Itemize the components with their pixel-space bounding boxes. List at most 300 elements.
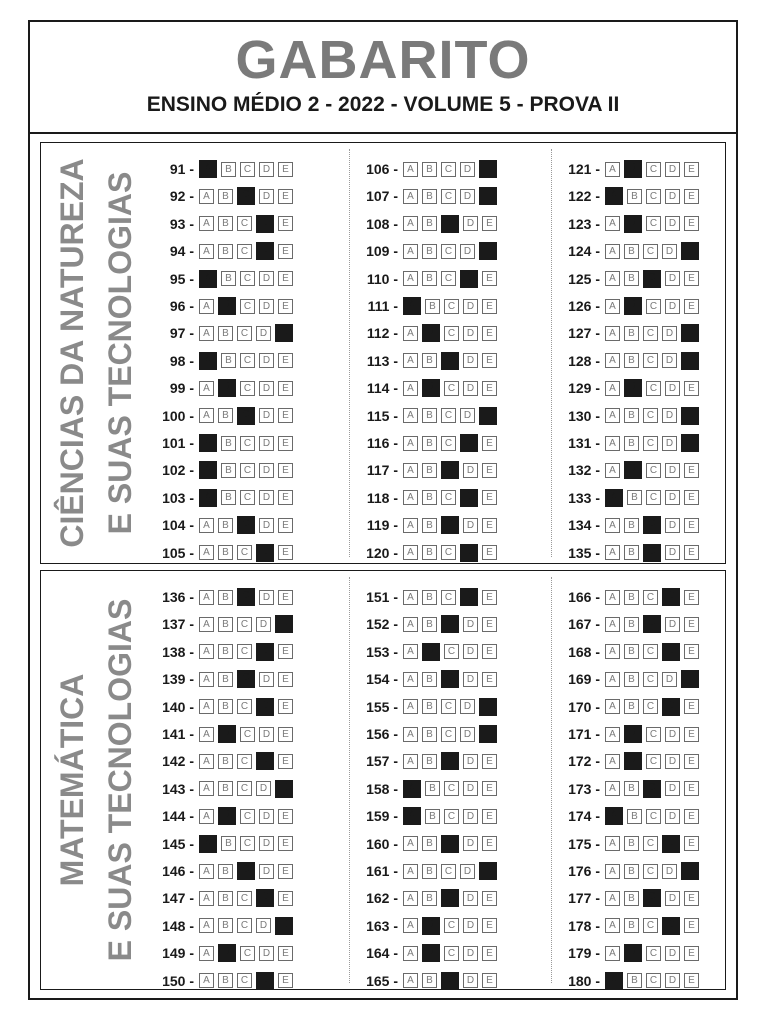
answer-option-box: A (605, 545, 620, 560)
question-number: 133 - (568, 489, 600, 506)
question-number: 121 - (568, 161, 600, 177)
answer-option-box: B (422, 699, 437, 714)
question-row (143, 779, 297, 799)
marked-answer-box: C (237, 670, 255, 688)
answer-option-box: E (278, 189, 293, 204)
question-row (143, 916, 297, 936)
marked-answer-box: C (441, 752, 459, 770)
question-row (143, 186, 297, 206)
answer-option-box: E (482, 644, 497, 659)
question-number: 175 - (568, 835, 600, 852)
answer-option-box: B (218, 891, 233, 906)
question-row (549, 587, 703, 607)
answer-option-box: A (199, 644, 214, 659)
answer-option-box: B (422, 754, 437, 769)
marked-answer-box: D (256, 643, 274, 661)
answer-option-box: E (684, 271, 699, 286)
answer-option-box: E (278, 299, 293, 314)
answer-option-box: C (237, 754, 252, 769)
answer-option-box: A (403, 864, 418, 879)
question-row (143, 587, 297, 607)
answer-option-box: E (482, 326, 497, 341)
answer-option-box: E (278, 463, 293, 478)
marked-answer-box: E (479, 160, 497, 178)
answer-option-box: B (624, 408, 639, 423)
question-row (143, 214, 297, 234)
question-row (347, 751, 501, 771)
marked-answer-box: C (441, 516, 459, 534)
answer-option-box: E (482, 754, 497, 769)
question-row (143, 543, 297, 563)
answer-option-box: C (643, 644, 658, 659)
answer-option-box: E (482, 836, 497, 851)
question-row (143, 269, 297, 289)
answer-option-box: A (199, 518, 214, 533)
answer-option-box: B (221, 436, 236, 451)
question-row (549, 834, 703, 854)
marked-answer-box: B (218, 725, 236, 743)
marked-answer-box: D (662, 698, 680, 716)
answer-option-box: A (605, 408, 620, 423)
question-row (347, 614, 501, 634)
question-row (143, 433, 297, 453)
answer-option-box: A (403, 644, 418, 659)
answer-option-box: B (218, 408, 233, 423)
question-number: 130 - (568, 407, 600, 424)
answer-option-box: D (259, 189, 274, 204)
answer-option-box: B (422, 271, 437, 286)
answer-option-box: E (482, 463, 497, 478)
question-number: 174 - (568, 808, 600, 825)
answer-option-box: E (278, 381, 293, 396)
answer-option-box: E (278, 699, 293, 714)
answer-option-box: E (278, 244, 293, 259)
answer-option-box: C (643, 864, 658, 879)
answer-option-box: E (684, 299, 699, 314)
answer-option-box: A (605, 836, 620, 851)
question-row (347, 916, 501, 936)
answer-option-box: C (237, 545, 252, 560)
answer-option-box: A (605, 699, 620, 714)
answer-option-box: B (218, 545, 233, 560)
question-number: 97 - (169, 325, 194, 342)
question-row (549, 642, 703, 662)
question-number: 153 - (366, 643, 398, 660)
question-number: 122 - (568, 188, 600, 205)
question-row (347, 488, 501, 508)
marked-answer-box: E (681, 352, 699, 370)
answer-option-box: E (278, 590, 293, 605)
question-row (549, 943, 703, 963)
answer-option-box: A (403, 973, 418, 988)
marked-answer-box: B (624, 160, 642, 178)
answer-option-box: C (646, 490, 661, 505)
marked-answer-box: B (624, 215, 642, 233)
question-number: 135 - (568, 544, 600, 561)
marked-answer-box: B (218, 379, 236, 397)
answer-option-box: E (684, 590, 699, 605)
question-number: 151 - (366, 589, 398, 605)
answer-option-box: B (218, 326, 233, 341)
answer-option-box: B (218, 617, 233, 632)
answer-option-box: A (199, 918, 214, 933)
question-row (549, 159, 703, 179)
answer-option-box: C (444, 381, 459, 396)
answer-option-box: B (218, 216, 233, 231)
marked-answer-box: D (460, 489, 478, 507)
answer-option-box: D (460, 244, 475, 259)
question-number: 167 - (568, 616, 600, 633)
question-row (143, 751, 297, 771)
question-row (347, 460, 501, 480)
answer-option-box: E (482, 918, 497, 933)
answer-option-box: D (463, 299, 478, 314)
question-number: 103 - (162, 489, 194, 506)
answer-option-box: B (624, 891, 639, 906)
answer-option-box: A (605, 727, 620, 742)
question-row (347, 587, 501, 607)
question-number: 163 - (366, 917, 398, 934)
answer-option-box: C (237, 326, 252, 341)
question-number: 129 - (568, 380, 600, 397)
answer-option-box: B (627, 809, 642, 824)
question-row (549, 269, 703, 289)
answer-option-box: E (482, 271, 497, 286)
answer-option-box: E (684, 644, 699, 659)
marked-answer-box: E (275, 615, 293, 633)
question-row (143, 861, 297, 881)
answer-option-box: B (624, 918, 639, 933)
marked-answer-box: A (403, 780, 421, 798)
question-row (549, 406, 703, 426)
question-row (347, 296, 501, 316)
answer-option-box: C (444, 644, 459, 659)
section-label-line1: MATEMÁTICA (54, 673, 90, 887)
question-number: 165 - (366, 972, 398, 989)
question-row (549, 488, 703, 508)
answer-option-box: D (463, 353, 478, 368)
answer-option-box: C (646, 973, 661, 988)
marked-answer-box: C (441, 835, 459, 853)
answer-option-box: C (441, 590, 456, 605)
answer-option-box: B (218, 672, 233, 687)
marked-answer-box: C (643, 516, 661, 534)
question-row (143, 323, 297, 343)
question-number: 180 - (568, 972, 600, 989)
question-number: 127 - (568, 325, 600, 342)
answer-option-box: B (221, 463, 236, 478)
answer-option-box: E (278, 408, 293, 423)
answer-option-box: B (425, 809, 440, 824)
answer-option-box: B (624, 672, 639, 687)
marked-answer-box: E (275, 780, 293, 798)
answer-option-box: D (665, 518, 680, 533)
answer-option-box: A (605, 644, 620, 659)
answer-option-box: C (240, 727, 255, 742)
answer-option-box: B (624, 644, 639, 659)
answer-option-box: A (199, 216, 214, 231)
answer-option-box: D (463, 617, 478, 632)
answer-option-box: E (278, 490, 293, 505)
answer-option-box: A (199, 754, 214, 769)
section-label-line2: E SUAS TECNOLOGIAS (102, 171, 138, 535)
answer-option-box: C (237, 781, 252, 796)
question-number: 120 - (366, 544, 398, 561)
answer-option-box: D (665, 189, 680, 204)
answer-option-box: C (643, 836, 658, 851)
question-row (143, 515, 297, 535)
answer-option-box: C (240, 809, 255, 824)
answer-option-box: C (646, 381, 661, 396)
marked-answer-box: B (422, 917, 440, 935)
marked-answer-box: A (403, 297, 421, 315)
answer-option-box: D (463, 781, 478, 796)
answer-option-box: A (605, 244, 620, 259)
answer-option-box: D (662, 672, 677, 687)
answer-option-box: A (605, 271, 620, 286)
marked-answer-box: C (237, 516, 255, 534)
question-row (549, 543, 703, 563)
answer-option-box: A (605, 590, 620, 605)
marked-answer-box: D (662, 588, 680, 606)
answer-option-box: C (237, 699, 252, 714)
answer-option-box: C (441, 436, 456, 451)
question-row (549, 351, 703, 371)
answer-option-box: B (422, 463, 437, 478)
question-number: 170 - (568, 698, 600, 715)
answer-option-box: D (665, 617, 680, 632)
marked-answer-box: C (643, 780, 661, 798)
answer-option-box: D (662, 408, 677, 423)
answer-option-box: D (460, 727, 475, 742)
answer-option-box: B (624, 781, 639, 796)
answer-option-box: E (278, 545, 293, 560)
answer-option-box: A (403, 617, 418, 632)
answer-option-box: D (256, 918, 271, 933)
answer-option-box: C (643, 244, 658, 259)
answer-option-box: D (259, 490, 274, 505)
answer-option-box: C (444, 326, 459, 341)
answer-option-box: E (482, 672, 497, 687)
marked-answer-box: A (605, 807, 623, 825)
question-number: 131 - (568, 435, 600, 451)
answer-option-box: A (605, 617, 620, 632)
answer-option-box: C (240, 271, 255, 286)
answer-option-box: E (684, 918, 699, 933)
answer-option-box: B (422, 545, 437, 560)
answer-option-box: C (643, 699, 658, 714)
answer-option-box: E (684, 381, 699, 396)
answer-option-box: A (605, 918, 620, 933)
answer-option-box: A (605, 463, 620, 478)
question-row (347, 642, 501, 662)
answer-option-box: B (624, 545, 639, 560)
answer-option-box: A (403, 381, 418, 396)
answer-option-box: E (684, 490, 699, 505)
question-row (347, 406, 501, 426)
question-row (347, 834, 501, 854)
answer-option-box: A (403, 590, 418, 605)
answer-option-box: A (605, 518, 620, 533)
question-row (549, 378, 703, 398)
marked-answer-box: E (479, 187, 497, 205)
header (30, 22, 736, 134)
answer-option-box: B (627, 490, 642, 505)
question-number: 140 - (162, 698, 194, 715)
answer-option-box: E (482, 216, 497, 231)
question-row (549, 697, 703, 717)
answer-option-box: B (422, 518, 437, 533)
answer-option-box: A (199, 326, 214, 341)
answer-option-box: C (646, 162, 661, 177)
question-row (143, 351, 297, 371)
answer-option-box: B (218, 644, 233, 659)
question-number: 164 - (366, 945, 398, 962)
answer-option-box: B (422, 836, 437, 851)
question-number: 143 - (162, 780, 194, 797)
answer-option-box: A (403, 244, 418, 259)
marked-answer-box: C (441, 889, 459, 907)
answer-option-box: E (278, 271, 293, 286)
answer-option-box: B (422, 244, 437, 259)
answer-option-box: D (463, 891, 478, 906)
answer-option-box: A (199, 299, 214, 314)
answer-option-box: B (218, 518, 233, 533)
section-side-label (41, 143, 157, 563)
marked-answer-box: C (441, 352, 459, 370)
answer-option-box: D (259, 162, 274, 177)
answer-option-box: E (278, 644, 293, 659)
question-number: 123 - (568, 215, 600, 232)
question-number: 139 - (162, 671, 194, 688)
question-number: 160 - (366, 835, 398, 852)
answer-option-box: E (482, 781, 497, 796)
answer-option-box: D (665, 727, 680, 742)
answer-option-box: C (444, 809, 459, 824)
question-row (143, 642, 297, 662)
question-number: 92 - (169, 188, 194, 205)
question-number: 157 - (366, 753, 398, 770)
question-number: 144 - (162, 808, 194, 825)
question-row (549, 214, 703, 234)
answer-option-box: E (278, 891, 293, 906)
marked-answer-box: A (199, 160, 217, 178)
answer-option-box: D (665, 891, 680, 906)
question-number: 148 - (162, 917, 194, 934)
answer-option-box: B (218, 864, 233, 879)
marked-answer-box: D (256, 698, 274, 716)
answer-option-box: C (441, 864, 456, 879)
answer-option-box: C (237, 973, 252, 988)
marked-answer-box: C (643, 270, 661, 288)
answer-option-box: B (422, 973, 437, 988)
answer-option-box: C (240, 463, 255, 478)
marked-answer-box: A (199, 489, 217, 507)
answer-option-box: B (422, 727, 437, 742)
marked-answer-box: D (662, 917, 680, 935)
question-row (347, 943, 501, 963)
answer-option-box: A (605, 672, 620, 687)
question-row (143, 159, 297, 179)
answer-option-box: B (624, 836, 639, 851)
question-row (143, 697, 297, 717)
answer-option-box: B (627, 189, 642, 204)
question-row (549, 916, 703, 936)
marked-answer-box: E (681, 862, 699, 880)
answer-option-box: D (259, 299, 274, 314)
marked-answer-box: D (256, 889, 274, 907)
answer-option-box: E (482, 299, 497, 314)
question-row (143, 971, 297, 991)
marked-answer-box: C (441, 972, 459, 990)
question-number: 137 - (162, 616, 194, 633)
answer-option-box: E (684, 836, 699, 851)
answer-option-box: C (240, 162, 255, 177)
answer-option-box: B (422, 216, 437, 231)
question-row (347, 159, 501, 179)
answer-option-box: C (643, 672, 658, 687)
marked-answer-box: A (605, 972, 623, 990)
answer-option-box: A (199, 946, 214, 961)
answer-option-box: B (422, 490, 437, 505)
question-number: 154 - (366, 671, 398, 688)
question-number: 106 - (366, 161, 398, 177)
answer-option-box: B (624, 518, 639, 533)
section-side-label (41, 571, 157, 989)
answer-option-box: D (463, 381, 478, 396)
question-number: 178 - (568, 917, 600, 934)
answer-option-box: B (624, 436, 639, 451)
answer-option-box: E (278, 946, 293, 961)
section-natural-sciences (40, 142, 726, 564)
answer-option-box: E (278, 864, 293, 879)
answer-option-box: E (278, 836, 293, 851)
question-number: 134 - (568, 517, 600, 534)
question-row (143, 296, 297, 316)
answer-option-box: A (199, 891, 214, 906)
answer-option-box: A (403, 699, 418, 714)
answer-option-box: A (199, 545, 214, 560)
answer-option-box: A (605, 781, 620, 796)
answer-option-box: E (278, 436, 293, 451)
answer-option-box: E (278, 973, 293, 988)
marked-answer-box: B (218, 297, 236, 315)
question-row (347, 351, 501, 371)
answer-option-box: D (463, 973, 478, 988)
answer-option-box: A (605, 381, 620, 396)
answer-option-box: A (403, 216, 418, 231)
answer-option-box: D (665, 216, 680, 231)
answer-option-box: D (460, 408, 475, 423)
answer-option-box: A (199, 617, 214, 632)
answer-option-box: E (482, 617, 497, 632)
question-number: 149 - (162, 945, 194, 962)
answer-option-box: E (482, 545, 497, 560)
marked-answer-box: D (256, 544, 274, 562)
marked-answer-box: D (256, 242, 274, 260)
question-number: 109 - (366, 243, 398, 260)
question-number: 166 - (568, 589, 600, 605)
answer-option-box: E (482, 353, 497, 368)
marked-answer-box: E (479, 407, 497, 425)
marked-answer-box: A (605, 187, 623, 205)
question-number: 115 - (366, 407, 398, 424)
answer-option-box: B (624, 864, 639, 879)
question-row (549, 669, 703, 689)
marked-answer-box: C (237, 588, 255, 606)
answer-option-box: C (240, 946, 255, 961)
answer-option-box: D (662, 864, 677, 879)
